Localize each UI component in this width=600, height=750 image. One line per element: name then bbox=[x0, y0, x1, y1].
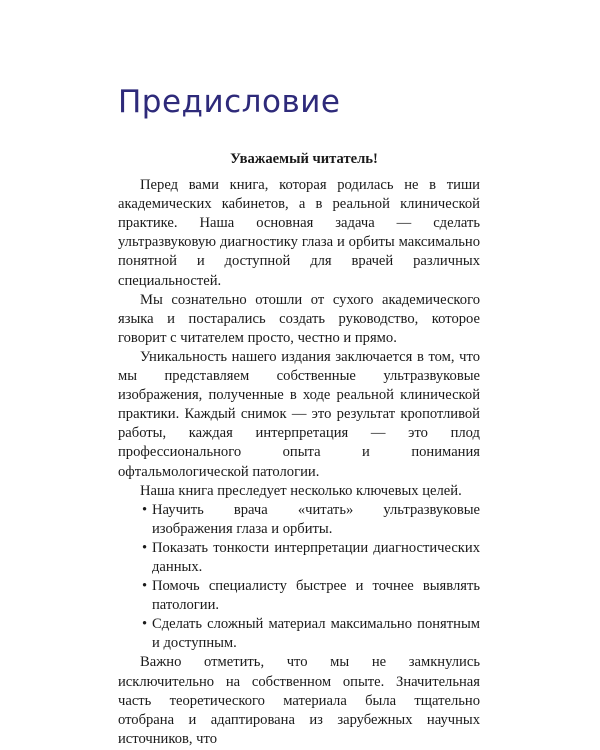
bullet-icon: • bbox=[142, 539, 148, 556]
paragraph: Мы сознательно отошли от сухого академического языка и постарались создать руководство, которое говорит с читателем просто, честно и прямо. bbox=[118, 291, 480, 346]
paragraph: Уникальность нашего издания заключается в том, что мы представляем собственные ультразвуковые изображения, полученные в ходе реальной клинической практики. Каждый снимок — это результат кропотливой работы, каждая интерпретация — это плод профессионального опыта и понимания офтальмологической патологии. bbox=[118, 348, 480, 480]
paragraph: Перед вами книга, которая родилась не в тиши академических кабинетов, а в реальной клинической практике. Наша основная задача — сделать ультразвуковую диагностику глаза и орбиты максимально понятной и доступной для врачей различных специальностей. bbox=[118, 177, 480, 289]
goal-text: Сделать сложный материал максимально понятным и доступным. bbox=[152, 616, 480, 652]
greeting-heading: Уважаемый читатель! bbox=[230, 151, 378, 167]
goals-list bbox=[118, 501, 480, 654]
paragraph: Важно отметить, что мы не замкнулись исключительно на собственном опыте. Значительная часть теоретического материала была тщательно отобрана и адаптирована из зарубежных научных источников, что bbox=[118, 654, 480, 747]
goal-item bbox=[118, 501, 480, 539]
chapter-title: Предисловие bbox=[118, 84, 341, 120]
goal-item bbox=[118, 577, 480, 615]
bullet-icon: • bbox=[142, 578, 148, 595]
goal-text: Показать тонкости интерпретации диагностических данных. bbox=[152, 539, 480, 575]
paragraph: Наша книга преследует несколько ключевых целей. bbox=[140, 482, 462, 499]
goal-item bbox=[118, 539, 480, 577]
goal-item bbox=[118, 615, 480, 653]
goal-text: Научить врача «читать» ультразвуковые изображения глаза и орбиты. bbox=[152, 501, 480, 537]
bullet-icon: • bbox=[142, 501, 148, 518]
bullet-icon: • bbox=[142, 616, 148, 633]
goal-text: Помочь специалисту быстрее и точнее выявлять патологии. bbox=[152, 578, 480, 614]
preface-text bbox=[118, 150, 480, 749]
